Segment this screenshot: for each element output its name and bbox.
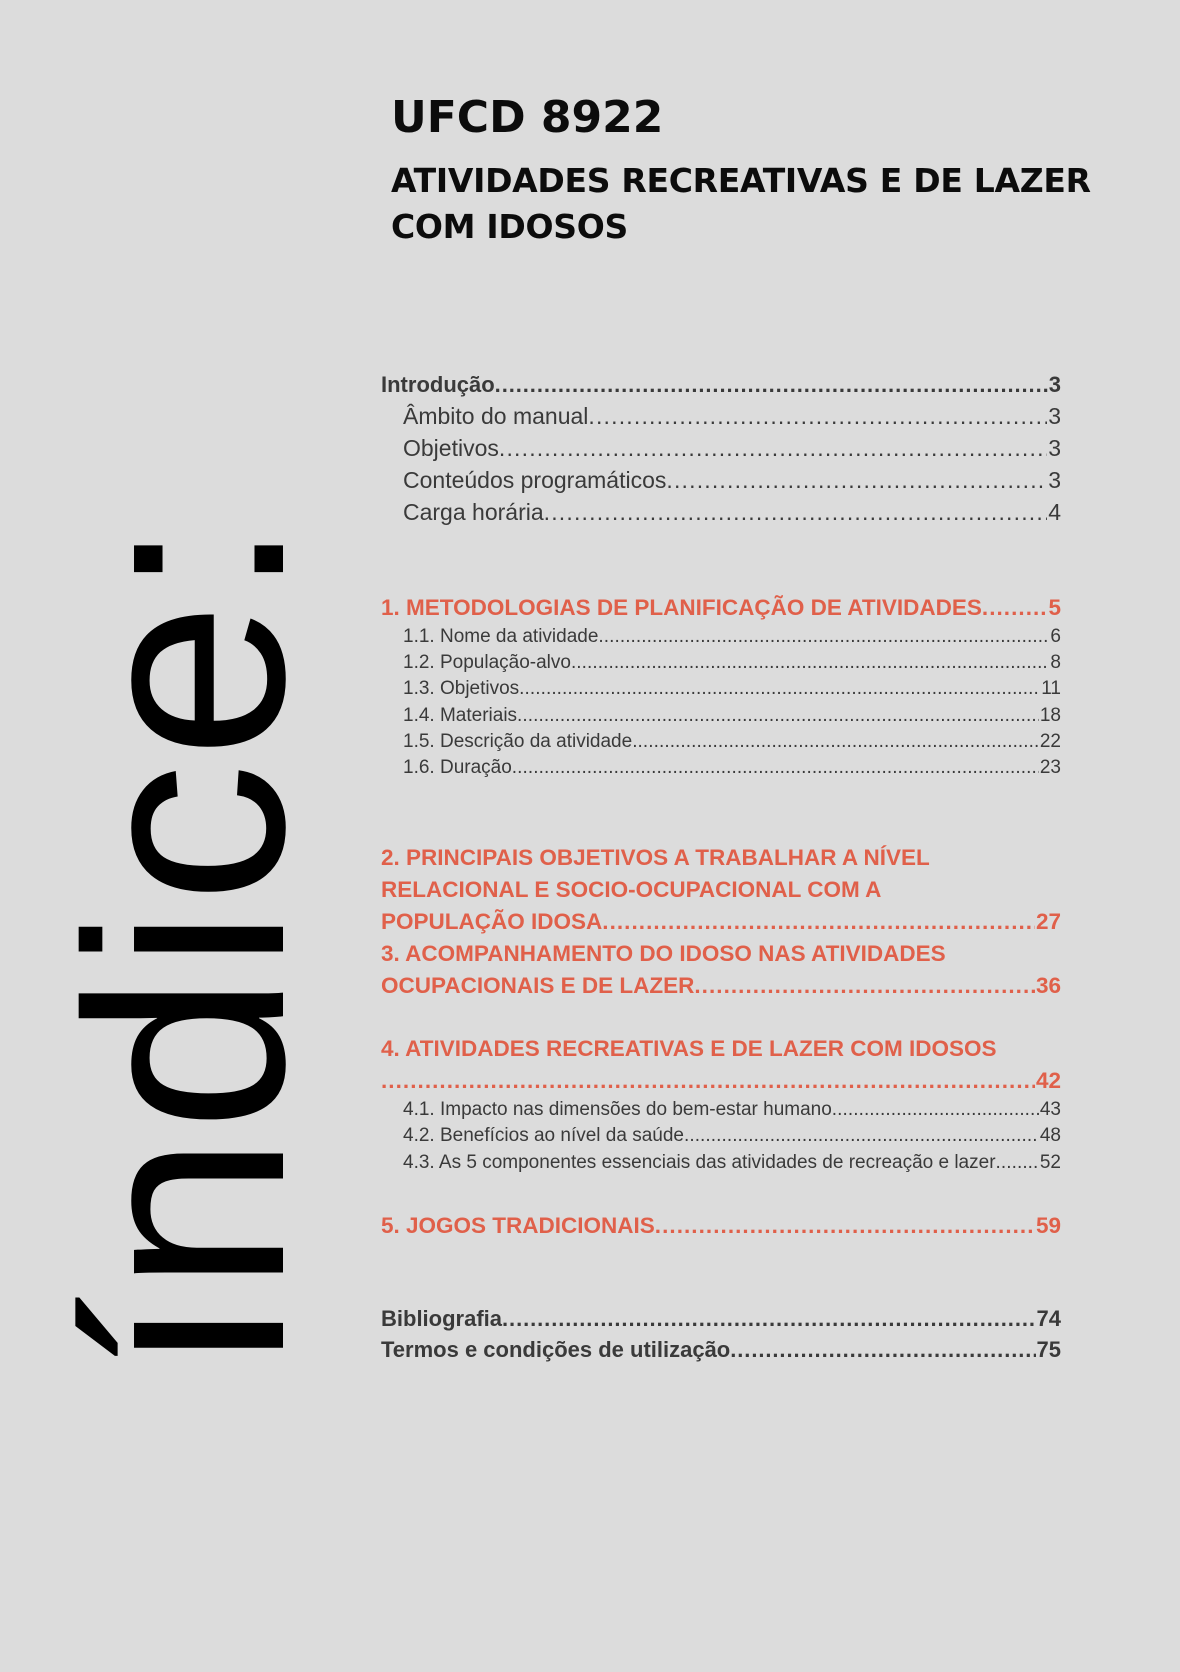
course-title (391, 158, 1091, 250)
toc-section-5[interactable] (381, 1210, 1061, 1242)
toc-entry-page: 74 (1036, 1306, 1061, 1331)
leader-dots (996, 1152, 1039, 1174)
toc-entry-4-3[interactable] (381, 1152, 1061, 1174)
toc-entry-page: 23 (1039, 757, 1061, 778)
toc-entry-page: 42 (1035, 1068, 1061, 1093)
toc-entry-page: 36 (1035, 973, 1061, 998)
toc-section-3[interactable] (381, 938, 1061, 1002)
leader-dots (655, 1210, 1035, 1242)
leader-dots (632, 731, 1039, 753)
toc-entry-label: 5. JOGOS TRADICIONAIS (381, 1213, 655, 1238)
toc-entry-label-line-1: 4. ATIVIDADES RECREATIVAS E DE LAZER COM IDOSOS (381, 1036, 997, 1061)
toc-entry-page: 3 (1048, 467, 1061, 493)
toc-entry-page: 11 (1041, 678, 1061, 699)
toc-entry-label: Conteúdos programáticos (403, 467, 667, 493)
leader-dots (982, 592, 1048, 624)
toc-entry-page: 22 (1039, 731, 1061, 752)
leader-dots (499, 435, 1047, 462)
toc-entry-label: 4.1. Impacto nas dimensões do bem-estar humano (403, 1099, 832, 1120)
leader-dots (502, 1306, 1036, 1332)
toc-entry-label: Âmbito do manual (403, 403, 589, 429)
toc-entry-label: Objetivos (403, 435, 499, 461)
leader-dots (512, 757, 1039, 779)
toc-entry-label: 1. METODOLOGIAS DE PLANIFICAÇÃO DE ATIVIDADES (381, 595, 982, 620)
toc-entry-4-2[interactable] (381, 1125, 1061, 1147)
toc-entry-label: Introdução (381, 372, 495, 397)
toc-entry-1-4[interactable] (381, 705, 1061, 727)
toc-entry-label: 1.1. Nome da atividade (403, 626, 599, 647)
toc-entry-page: 48 (1039, 1125, 1061, 1146)
toc-entry-page: 5 (1048, 595, 1061, 620)
toc-entry-label-line-2: OCUPACIONAIS E DE LAZER (381, 973, 695, 998)
toc-entry-page: 27 (1035, 909, 1061, 934)
toc-entry-label: Bibliografia (381, 1306, 503, 1331)
toc-entry-ambito[interactable] (381, 403, 1061, 430)
toc-entry-label: Carga horária (403, 499, 544, 525)
leader-dots (684, 1125, 1039, 1147)
leader-dots (602, 906, 1035, 938)
toc-entry-page: 3 (1048, 372, 1061, 397)
toc-entry-1-1[interactable] (381, 626, 1061, 648)
leader-dots (588, 403, 1047, 430)
toc-entry-page: 3 (1048, 403, 1061, 429)
course-title-line-1: ATIVIDADES RECREATIVAS E DE LAZER (391, 161, 1091, 200)
leader-dots (381, 1065, 1035, 1097)
toc-entry-label: 4.3. As 5 componentes essenciais das atividades de recreação e lazer (403, 1152, 996, 1173)
toc-entry-label: 1.2. População-alvo (403, 652, 571, 673)
course-code: UFCD 8922 (391, 92, 664, 143)
toc-entry-1-5[interactable] (381, 731, 1061, 753)
toc-entry-label: 1.3. Objetivos (403, 678, 520, 699)
toc-entry-page: 59 (1035, 1213, 1061, 1238)
leader-dots (517, 705, 1039, 727)
leader-dots (519, 678, 1040, 700)
toc-entry-introducao[interactable] (381, 372, 1061, 398)
toc-entry-1-3[interactable] (381, 678, 1061, 700)
toc-entry-label-line-1: 3. ACOMPANHAMENTO DO IDOSO NAS ATIVIDADES (381, 941, 946, 966)
toc-entry-page: 52 (1039, 1152, 1061, 1173)
side-decoration (0, 0, 343, 1672)
leader-dots (598, 626, 1049, 648)
index-vertical-title: índice: (28, 515, 343, 1375)
leader-dots (694, 970, 1035, 1002)
toc-entry-page: 75 (1036, 1337, 1061, 1362)
toc-entry-page: 4 (1048, 499, 1061, 525)
toc-entry-page: 3 (1048, 435, 1061, 461)
toc-entry-page: 18 (1039, 705, 1061, 726)
toc-entry-termos[interactable] (381, 1337, 1061, 1363)
toc-entry-label-line-2: RELACIONAL E SOCIO-OCUPACIONAL COM A (381, 877, 882, 902)
leader-dots (730, 1337, 1035, 1363)
toc-entry-label: Termos e condições de utilização (381, 1337, 731, 1362)
toc-entry-objetivos[interactable] (381, 435, 1061, 462)
toc-entry-conteudos[interactable] (381, 467, 1061, 494)
toc-section-4[interactable] (381, 1033, 1061, 1097)
toc-entry-page: 43 (1039, 1099, 1061, 1120)
leader-dots (544, 499, 1048, 526)
toc-entry-label: 1.4. Materiais (403, 705, 518, 726)
toc-entry-carga-horaria[interactable] (381, 499, 1061, 526)
toc-section-1[interactable] (381, 592, 1061, 624)
toc-entry-bibliografia[interactable] (381, 1306, 1061, 1332)
leader-dots (495, 372, 1048, 398)
course-title-line-2: COM IDOSOS (391, 207, 628, 246)
toc-entry-page: 8 (1050, 652, 1061, 673)
toc-entry-1-2[interactable] (381, 652, 1061, 674)
toc-entry-label-line-1: 2. PRINCIPAIS OBJETIVOS A TRABALHAR A NÍVEL (381, 845, 930, 870)
toc-entry-label-line-3: POPULAÇÃO IDOSA (381, 909, 603, 934)
leader-dots (666, 467, 1047, 494)
toc-entry-label: 1.5. Descrição da atividade (403, 731, 633, 752)
toc-entry-4-1[interactable] (381, 1099, 1061, 1121)
toc-entry-1-6[interactable] (381, 757, 1061, 779)
title-block (391, 88, 1091, 250)
leader-dots (832, 1099, 1039, 1121)
toc-entry-label: 4.2. Benefícios ao nível da saúde (403, 1125, 684, 1146)
toc-entry-page: 6 (1050, 626, 1061, 647)
toc-section-2[interactable] (381, 842, 1061, 938)
toc-entry-label: 1.6. Duração (403, 757, 512, 778)
leader-dots (571, 652, 1049, 674)
